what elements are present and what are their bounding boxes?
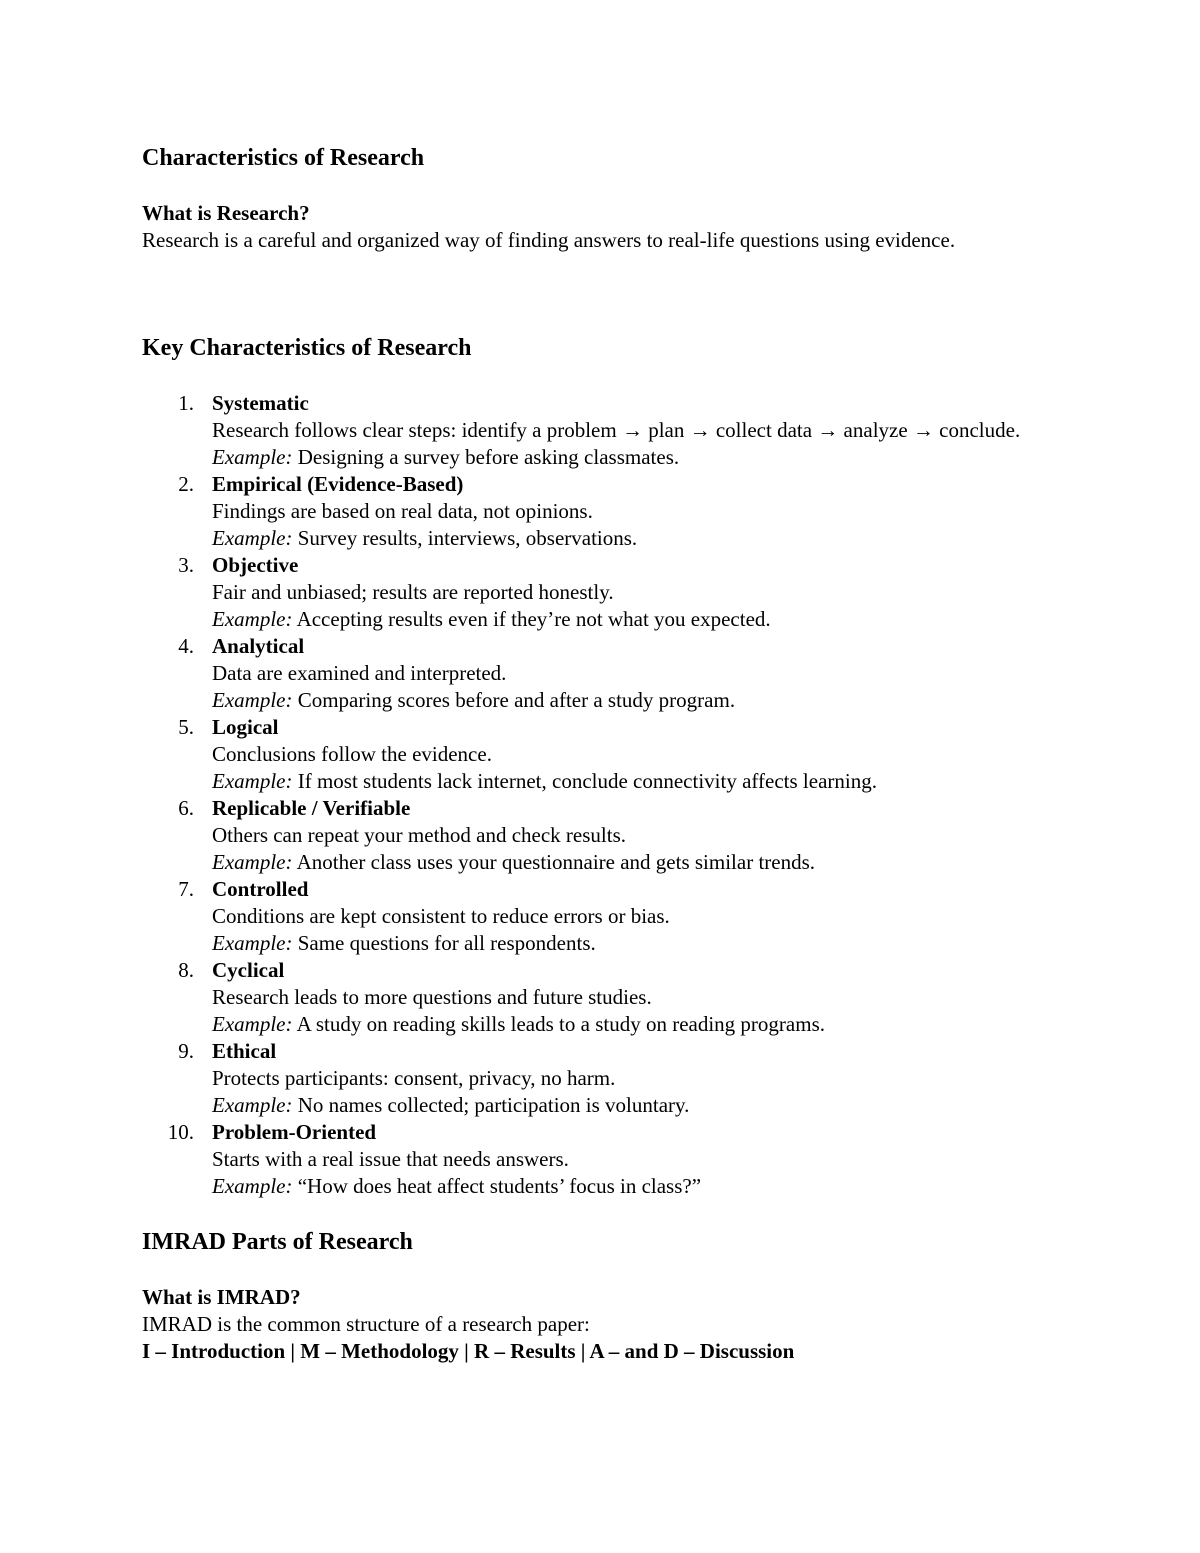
example-text: Accepting results even if they’re not what you expected. <box>296 607 771 631</box>
characteristic-description: Fair and unbiased; results are reported honestly. <box>212 580 614 604</box>
document-content <box>142 143 1082 1365</box>
list-item-number: 7. <box>178 877 194 901</box>
list-item-number: 3. <box>178 553 194 577</box>
example-label: Example: <box>212 607 293 631</box>
imrad-parts: I – Introduction | M – Methodology | R – Results | A – and D – Discussion <box>142 1339 795 1363</box>
characteristic-example <box>212 606 1082 633</box>
example-label: Example: <box>212 688 293 712</box>
list-item-number: 9. <box>178 1039 194 1063</box>
example-text: Another class uses your questionnaire and gets similar trends. <box>296 850 816 874</box>
example-label: Example: <box>212 769 293 793</box>
example-label: Example: <box>212 850 293 874</box>
characteristic-description: Conclusions follow the evidence. <box>212 742 492 766</box>
example-label: Example: <box>212 1012 293 1036</box>
characteristic-description: Research follows clear steps: identify a problem → plan → collect data → analyze → conclude. <box>212 418 1021 442</box>
example-label: Example: <box>212 931 293 955</box>
characteristic-name: Systematic <box>212 391 309 415</box>
example-text: Comparing scores before and after a study program. <box>297 688 736 712</box>
list-item <box>142 1119 1082 1200</box>
characteristic-example <box>212 930 1082 957</box>
characteristic-example <box>212 444 1082 471</box>
list-item-number: 10. <box>167 1120 194 1144</box>
imrad-definition: IMRAD is the common structure of a research paper: <box>142 1312 590 1336</box>
characteristic-name: Logical <box>212 715 279 739</box>
list-item <box>142 552 1082 633</box>
example-text: Same questions for all respondents. <box>297 931 596 955</box>
characteristic-name: Problem-Oriented <box>212 1120 377 1144</box>
characteristic-example <box>212 1173 1082 1200</box>
example-label: Example: <box>212 526 293 550</box>
what-is-imrad-heading: What is IMRAD? <box>142 1285 301 1309</box>
characteristic-name: Ethical <box>212 1039 277 1063</box>
characteristic-example <box>212 525 1082 552</box>
characteristic-example <box>212 1092 1082 1119</box>
list-item <box>142 1038 1082 1119</box>
example-label: Example: <box>212 445 293 469</box>
list-item-number: 6. <box>178 796 194 820</box>
characteristic-description: Others can repeat your method and check results. <box>212 823 627 847</box>
characteristic-name: Analytical <box>212 634 305 658</box>
example-label: Example: <box>212 1093 293 1117</box>
characteristic-description: Starts with a real issue that needs answers. <box>212 1147 569 1171</box>
list-item-number: 1. <box>178 391 194 415</box>
example-text: No names collected; participation is voluntary. <box>297 1093 690 1117</box>
list-item <box>142 876 1082 957</box>
list-item <box>142 471 1082 552</box>
characteristic-description: Data are examined and interpreted. <box>212 661 507 685</box>
example-text: Survey results, interviews, observations. <box>297 526 638 550</box>
characteristic-example <box>212 1011 1082 1038</box>
example-text: Designing a survey before asking classmates. <box>297 445 680 469</box>
characteristic-description: Findings are based on real data, not opinions. <box>212 499 593 523</box>
characteristic-description: Conditions are kept consistent to reduce errors or bias. <box>212 904 670 928</box>
characteristic-name: Empirical (Evidence-Based) <box>212 472 464 496</box>
list-item <box>142 633 1082 714</box>
characteristic-name: Objective <box>212 553 299 577</box>
list-item-number: 8. <box>178 958 194 982</box>
list-item <box>142 390 1082 471</box>
example-text: If most students lack internet, conclude connectivity affects learning. <box>297 769 877 793</box>
list-item-number: 2. <box>178 472 194 496</box>
characteristic-description: Protects participants: consent, privacy, no harm. <box>212 1066 616 1090</box>
list-item-number: 4. <box>178 634 194 658</box>
list-item-number: 5. <box>178 715 194 739</box>
imrad-heading: IMRAD Parts of Research <box>142 1229 413 1255</box>
what-is-research-heading: What is Research? <box>142 201 310 225</box>
page-title: Characteristics of Research <box>142 145 425 171</box>
example-text: A study on reading skills leads to a study on reading programs. <box>296 1012 825 1036</box>
characteristic-name: Replicable / Verifiable <box>212 796 411 820</box>
key-characteristics-heading: Key Characteristics of Research <box>142 335 472 361</box>
characteristic-name: Cyclical <box>212 958 285 982</box>
characteristic-example <box>212 687 1082 714</box>
example-text: “How does heat affect students’ focus in class?” <box>297 1174 702 1198</box>
characteristic-name: Controlled <box>212 877 309 901</box>
research-definition: Research is a careful and organized way of finding answers to real-life questions using evidence. <box>142 228 956 252</box>
example-label: Example: <box>212 1174 293 1198</box>
characteristic-description: Research leads to more questions and future studies. <box>212 985 652 1009</box>
list-item <box>142 795 1082 876</box>
list-item <box>142 714 1082 795</box>
characteristics-list <box>142 390 1082 1200</box>
characteristic-example <box>212 768 1082 795</box>
characteristic-example <box>212 849 1082 876</box>
list-item <box>142 957 1082 1038</box>
